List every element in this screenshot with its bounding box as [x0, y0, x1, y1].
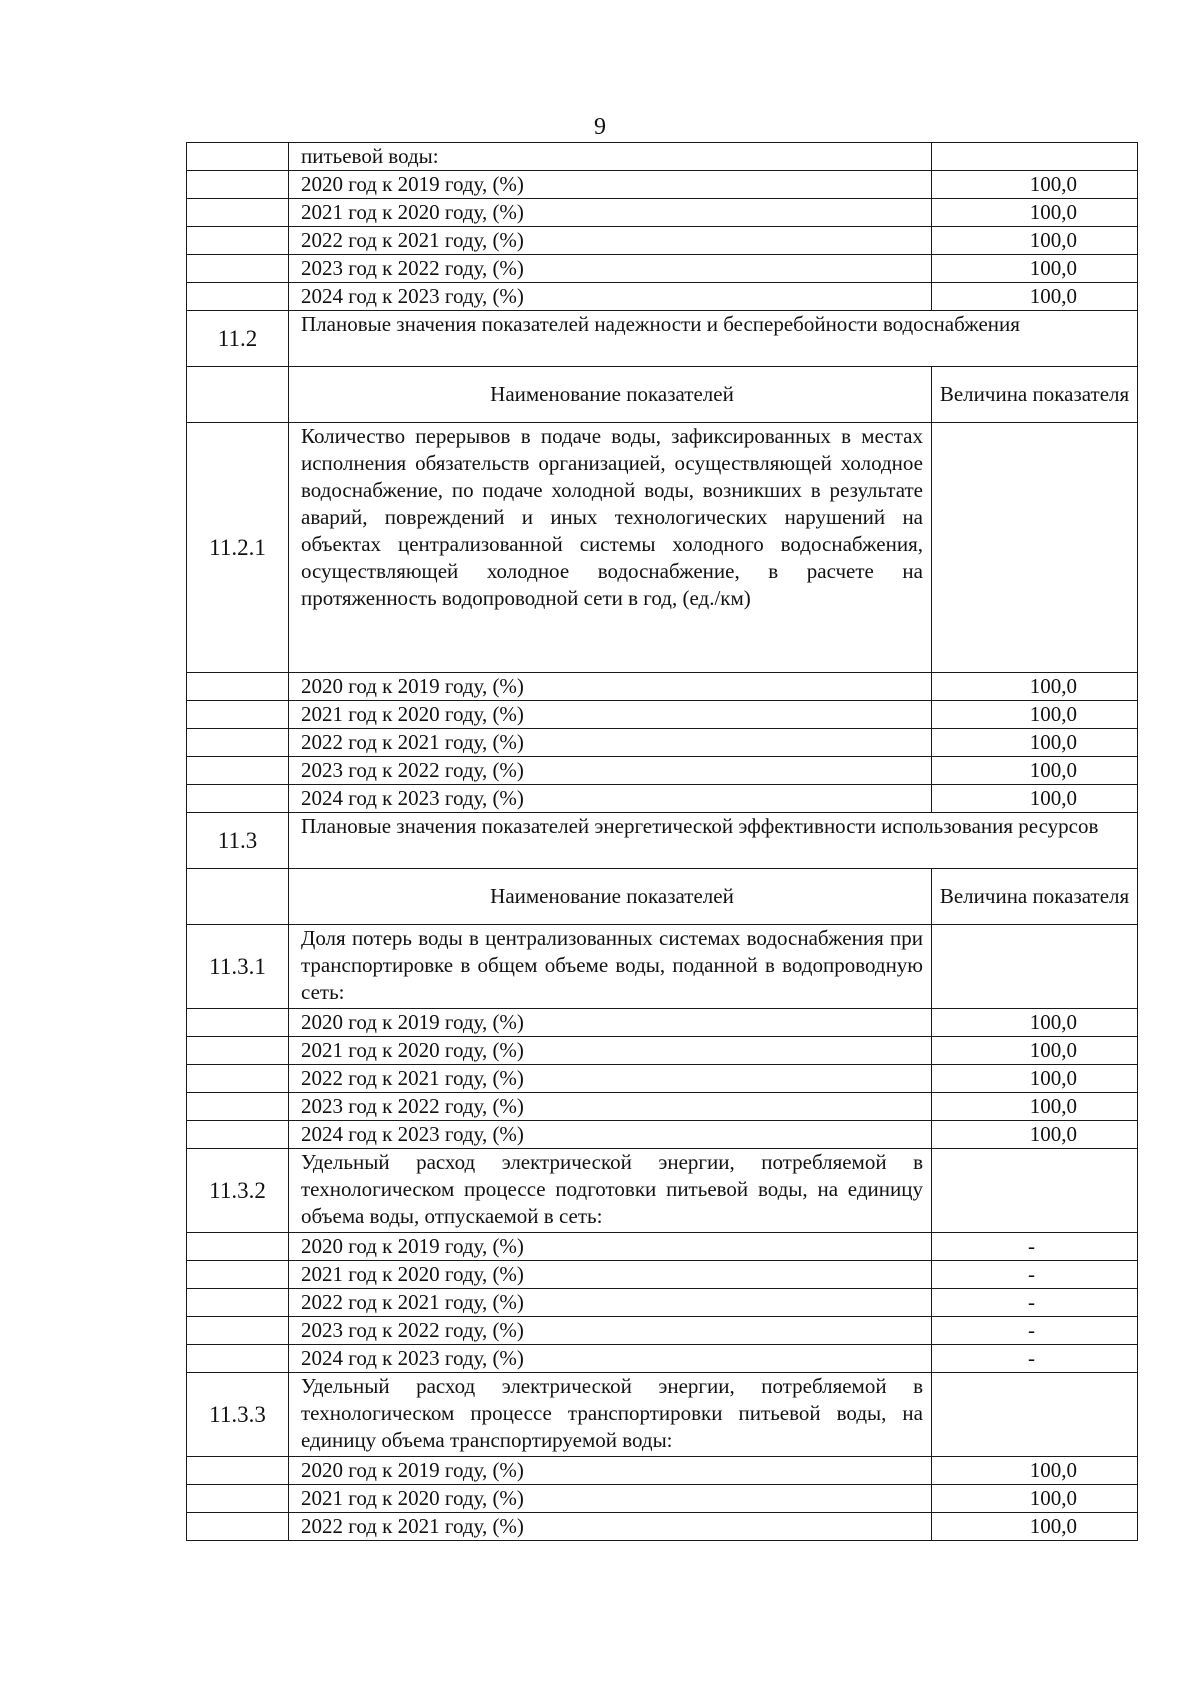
row-text: 2024 год к 2023 году, (%): [289, 1345, 932, 1373]
header-name: Наименование показателей: [289, 869, 932, 925]
row-number: [187, 255, 289, 283]
indicator-value: [932, 1373, 1138, 1457]
row-text: 2023 год к 2022 году, (%): [289, 255, 932, 283]
header-number-cell: [187, 367, 289, 423]
indicator-text: Удельный расход электрической энергии, потребляемой в технологическом процессе транспортировки питьевой воды, на единицу объема транспортируемой воды:: [289, 1373, 932, 1457]
row-text: 2021 год к 2020 году, (%): [289, 1485, 932, 1513]
page-number: 9: [594, 114, 606, 140]
row-text: 2024 год к 2023 году, (%): [289, 283, 932, 311]
row-value: [932, 143, 1138, 171]
table-row: [187, 1485, 1138, 1513]
row-number: [187, 1093, 289, 1121]
row-number: [187, 227, 289, 255]
row-value: 100,0: [932, 701, 1138, 729]
table-row: [187, 1317, 1138, 1345]
row-value: -: [932, 1261, 1138, 1289]
row-value: 100,0: [932, 785, 1138, 813]
row-value: 100,0: [932, 1457, 1138, 1485]
row-text: 2023 год к 2022 году, (%): [289, 757, 932, 785]
row-number: [187, 1457, 289, 1485]
indicator-row: [187, 1373, 1138, 1457]
row-value: 100,0: [932, 757, 1138, 785]
row-text: 2020 год к 2019 году, (%): [289, 1009, 932, 1037]
section-number: 11.3: [187, 813, 289, 869]
indicator-number: 11.3.1: [187, 925, 289, 1009]
row-value: 100,0: [932, 1009, 1138, 1037]
indicator-text: Удельный расход электрической энергии, потребляемой в технологическом процессе подготовки питьевой воды, на единицу объема воды, отпускаемой в сеть:: [289, 1149, 932, 1233]
table-row: [187, 255, 1138, 283]
indicator-value: [932, 423, 1138, 673]
row-number: [187, 1345, 289, 1373]
table-row: [187, 785, 1138, 813]
indicator-value: [932, 1149, 1138, 1233]
row-number: [187, 1121, 289, 1149]
row-text: 2021 год к 2020 году, (%): [289, 1037, 932, 1065]
row-number: [187, 1485, 289, 1513]
row-text: 2023 год к 2022 году, (%): [289, 1317, 932, 1345]
row-number: [187, 701, 289, 729]
row-value: 100,0: [932, 199, 1138, 227]
table-row: [187, 227, 1138, 255]
table-row: [187, 1037, 1138, 1065]
row-value: 100,0: [932, 227, 1138, 255]
row-value: -: [932, 1233, 1138, 1261]
indicator-number: 11.3.2: [187, 1149, 289, 1233]
row-number: [187, 1317, 289, 1345]
row-text: 2020 год к 2019 году, (%): [289, 1233, 932, 1261]
row-value: -: [932, 1289, 1138, 1317]
row-number: [187, 171, 289, 199]
row-text: 2022 год к 2021 году, (%): [289, 1289, 932, 1317]
table-row: [187, 1513, 1138, 1541]
section-title: Плановые значения показателей надежности и бесперебойности водоснабжения: [289, 311, 1138, 367]
row-value: 100,0: [932, 1121, 1138, 1149]
header-value: Величина показателя: [932, 367, 1138, 423]
row-text: 2022 год к 2021 году, (%): [289, 1065, 932, 1093]
row-number: [187, 1037, 289, 1065]
header-number-cell: [187, 869, 289, 925]
table-row: [187, 729, 1138, 757]
table-row: [187, 171, 1138, 199]
row-value: 100,0: [932, 1037, 1138, 1065]
row-text: 2021 год к 2020 году, (%): [289, 1261, 932, 1289]
row-text: 2022 год к 2021 году, (%): [289, 729, 932, 757]
row-text: 2020 год к 2019 году, (%): [289, 171, 932, 199]
table-row: [187, 1009, 1138, 1037]
row-text: 2020 год к 2019 году, (%): [289, 1457, 932, 1485]
table-row: [187, 199, 1138, 227]
row-value: 100,0: [932, 673, 1138, 701]
table-row: [187, 1233, 1138, 1261]
table-row: [187, 1289, 1138, 1317]
section-row: [187, 813, 1138, 869]
indicator-number: 11.3.3: [187, 1373, 289, 1457]
row-number: [187, 283, 289, 311]
column-header-row: [187, 869, 1138, 925]
header-name: Наименование показателей: [289, 367, 932, 423]
row-text: 2020 год к 2019 году, (%): [289, 673, 932, 701]
row-number: [187, 1513, 289, 1541]
row-number: [187, 1009, 289, 1037]
indicator-value: [932, 925, 1138, 1009]
column-header-row: [187, 367, 1138, 423]
row-number: [187, 1233, 289, 1261]
row-number: [187, 1289, 289, 1317]
indicators-table: [186, 142, 1138, 1541]
row-number: [187, 1261, 289, 1289]
row-number: [187, 1065, 289, 1093]
row-text: 2024 год к 2023 году, (%): [289, 1121, 932, 1149]
table-row: [187, 1065, 1138, 1093]
indicator-text: Доля потерь воды в централизованных системах водоснабжения при транспортировке в общем объеме воды, поданной в водопроводную сеть:: [289, 925, 932, 1009]
row-text: 2022 год к 2021 году, (%): [289, 1513, 932, 1541]
row-number: [187, 143, 289, 171]
table-row: [187, 1093, 1138, 1121]
row-value: 100,0: [932, 255, 1138, 283]
row-number: [187, 785, 289, 813]
row-text: 2021 год к 2020 году, (%): [289, 199, 932, 227]
row-text: питьевой воды:: [289, 143, 932, 171]
table-row: [187, 673, 1138, 701]
indicator-number: 11.2.1: [187, 423, 289, 673]
section-row: [187, 311, 1138, 367]
row-value: 100,0: [932, 1065, 1138, 1093]
indicator-row: [187, 925, 1138, 1009]
row-value: -: [932, 1345, 1138, 1373]
row-number: [187, 199, 289, 227]
table-row: [187, 1121, 1138, 1149]
row-text: 2023 год к 2022 году, (%): [289, 1093, 932, 1121]
table-row: [187, 757, 1138, 785]
table-row: [187, 143, 1138, 171]
table-row: [187, 701, 1138, 729]
section-title: Плановые значения показателей энергетической эффективности использования ресурсов: [289, 813, 1138, 869]
table-row: [187, 1457, 1138, 1485]
row-number: [187, 673, 289, 701]
row-value: -: [932, 1317, 1138, 1345]
table-row: [187, 283, 1138, 311]
indicator-row: [187, 423, 1138, 673]
row-value: 100,0: [932, 283, 1138, 311]
row-text: 2024 год к 2023 году, (%): [289, 785, 932, 813]
indicator-text: Количество перерывов в подаче воды, зафиксированных в местах исполнения обязательств организацией, осуществляющей холодное водоснабжение, по подаче холодной воды, возникших в результате аварий, повреждений и иных технологических нарушений на объектах централизованной системы холодного водоснабжения, осуществляющей холодное водоснабжение, в расчете на протяженность водопроводной сети в год, (ед./км): [289, 423, 932, 673]
indicator-row: [187, 1149, 1138, 1233]
row-text: 2021 год к 2020 году, (%): [289, 701, 932, 729]
row-value: 100,0: [932, 729, 1138, 757]
header-value: Величина показателя: [932, 869, 1138, 925]
table-row: [187, 1261, 1138, 1289]
table-row: [187, 1345, 1138, 1373]
row-value: 100,0: [932, 1485, 1138, 1513]
row-text: 2022 год к 2021 году, (%): [289, 227, 932, 255]
row-value: 100,0: [932, 171, 1138, 199]
section-number: 11.2: [187, 311, 289, 367]
row-value: 100,0: [932, 1513, 1138, 1541]
row-number: [187, 729, 289, 757]
row-value: 100,0: [932, 1093, 1138, 1121]
row-number: [187, 757, 289, 785]
